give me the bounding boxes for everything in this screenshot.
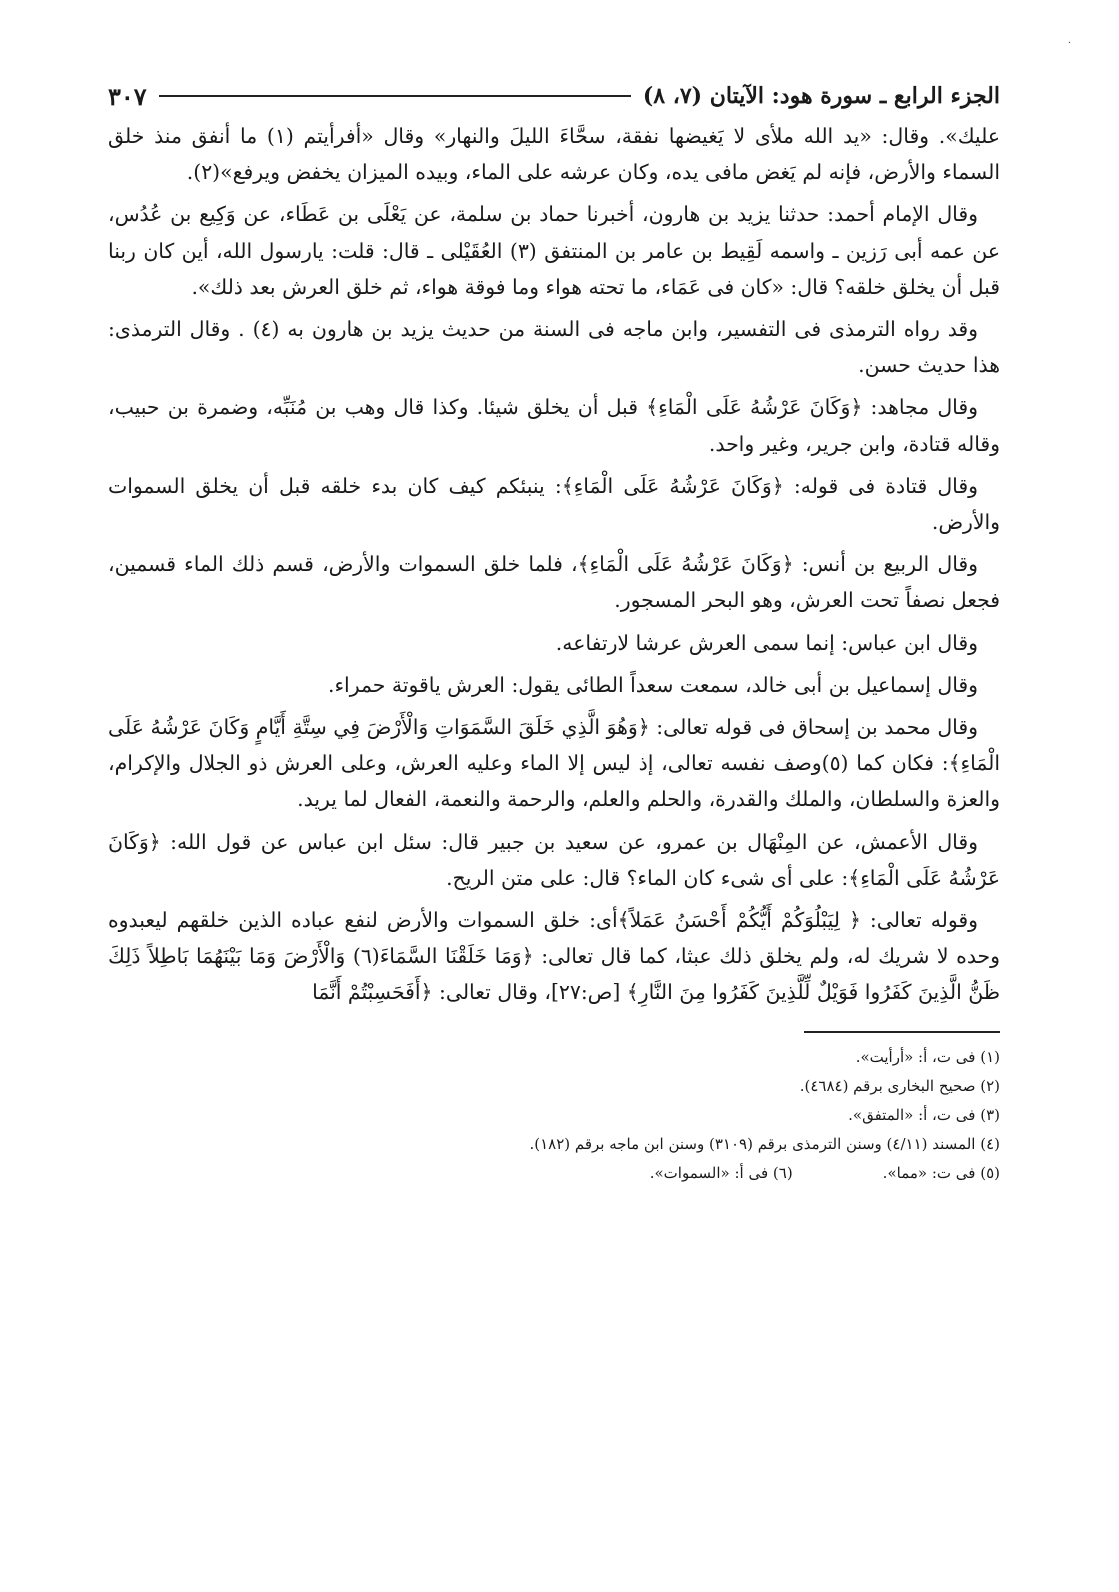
- header-rule: [159, 95, 631, 97]
- corner-mark: ·: [1067, 38, 1071, 49]
- paragraph: وقال قتادة فى قوله: ﴿وَكَانَ عَرْشُهُ عَلَى الْمَاءِ﴾: ينبئكم كيف كان بدء خلقه قبل أن يخلق السموات والأرض.: [108, 473, 1000, 535]
- footnote: (٥) فى ت: «مما».: [882, 1163, 1000, 1182]
- body-text: [108, 118, 1000, 1011]
- paragraph: وقال إسماعيل بن أبى خالد، سمعت سعداً الطائى يقول: العرش ياقوتة حمراء.: [327, 672, 978, 697]
- paragraph: وقال ابن عباس: إنما سمى العرش عرشا لارتفاعه.: [555, 630, 978, 655]
- running-header-title: الجزء الرابع ـ سورة هود: الآيتان (٧، ٨): [642, 83, 1000, 109]
- footnote: (١) فى ت، أ: «أرأيت».: [855, 1047, 1000, 1066]
- footnote: (٢) صحيح البخارى برقم (٤٦٨٤).: [799, 1076, 1000, 1095]
- paragraph: وقد رواه الترمذى فى التفسير، وابن ماجه فى السنة من حديث يزيد بن هارون به (٤) . وقال الترمذى: هذا حديث حسن.: [108, 317, 1000, 378]
- paragraph: وقال مجاهد: ﴿وَكَانَ عَرْشُهُ عَلَى الْمَاءِ﴾ قبل أن يخلق شيئا. وكذا قال وهب بن مُنَبِّه، وضمرة بن حبيب، وقاله قتادة، وابن جرير، وغير واحد.: [108, 395, 1000, 456]
- page-number: ٣٠٧: [108, 81, 147, 111]
- paragraph: عليك». وقال: «يد الله ملأى لا يَغيضها نفقة، سحَّاءَ الليلَ والنهار» وقال «أفرأيتم (١) ما أنفق منذ خلق السماء والأرض، فإنه لم يَغض مافى يده، وكان عرشه على الماء، وبيده الميزان يخفض ويرفع»(٢).: [108, 124, 1000, 185]
- running-header: [108, 78, 1000, 114]
- paragraph: وقال الربيع بن أنس: ﴿وَكَانَ عَرْشُهُ عَلَى الْمَاءِ﴾، فلما خلق السموات والأرض، قسم ذلك الماء قسمين، فجعل نصفاً تحت العرش، وهو البحر المسجور.: [108, 552, 1000, 613]
- footnote: (٤) المسند (٤/١١) وسنن الترمذى برقم (٣١٠٩) وسنن ابن ماجه برقم (١٨٢).: [529, 1134, 1000, 1153]
- paragraph: وقوله تعالى: ﴿ لِيَبْلُوَكُمْ أَيُّكُمْ أَحْسَنُ عَمَلاً﴾أى: خلق السموات والأرض لنفع عباده الذين خلقهم ليعبدوه وحده لا شريك له، ولم يخلق ذلك عبثا، كما قال تعالى: ﴿وَمَا خَلَقْنَا السَّمَاءَ(٦) وَالْأَرْضَ وَمَا بَيْنَهُمَا بَاطِلاً ذَلِكَ ظَنُّ الَّذِينَ كَفَرُوا فَوَيْلٌ لِّلَّذِينَ كَفَرُوا مِنَ النَّارِ﴾ [ص:٢٧]، وقال تعالى: ﴿أَفَحَسِبْتُمْ أَنَّمَا: [108, 908, 1000, 1005]
- footnote: (٣) فى ت، أ: «المتفق».: [848, 1105, 1000, 1124]
- paragraph: وقال محمد بن إسحاق فى قوله تعالى: ﴿وَهُوَ الَّذِي خَلَقَ السَّمَوَاتِ وَالْأَرْضَ فِي سِتَّةِ أَيَّامٍ وَكَانَ عَرْشُهُ عَلَى الْمَاءِ﴾: فكان كما (٥)وصف نفسه تعالى، إذ ليس إلا الماء وعليه العرش، وعلى العرش ذو الجلال والإكرام، والعزة والسلطان، والملك والقدرة، والحلم والعلم، والرحمة والنعمة، الفعال لما يريد.: [108, 715, 1000, 812]
- footnote-separator: [804, 1031, 1000, 1033]
- paragraph: وقال الأعمش، عن المِنْهَال بن عمرو، عن سعيد بن جبير قال: سئل ابن عباس عن قول الله: ﴿وَكَانَ عَرْشُهُ عَلَى الْمَاءِ﴾: على أى شىء كان الماء؟ قال: على متن الريح.: [108, 829, 1000, 890]
- footnote: (٦) فى أ: «السموات».: [649, 1163, 793, 1182]
- footnote-row: [108, 1159, 1000, 1188]
- paragraph: وقال الإمام أحمد: حدثنا يزيد بن هارون، أخبرنا حماد بن سلمة، عن يَعْلَى بن عَطَاء، عن وَكِيع بن عُدُس، عن عمه أبى رَزين ـ واسمه لَقِيط بن عامر بن المنتفق (٣) العُقَيْلى ـ قال: قلت: يارسول الله، أين كان ربنا قبل أن يخلق خلقه؟ قال: «كان فى عَمَاء، ما تحته هواء وما فوقة هواء، ثم خلق العرش بعد ذلك».: [108, 202, 1000, 299]
- footnotes: [108, 1043, 1000, 1188]
- book-page: [108, 78, 1000, 1188]
